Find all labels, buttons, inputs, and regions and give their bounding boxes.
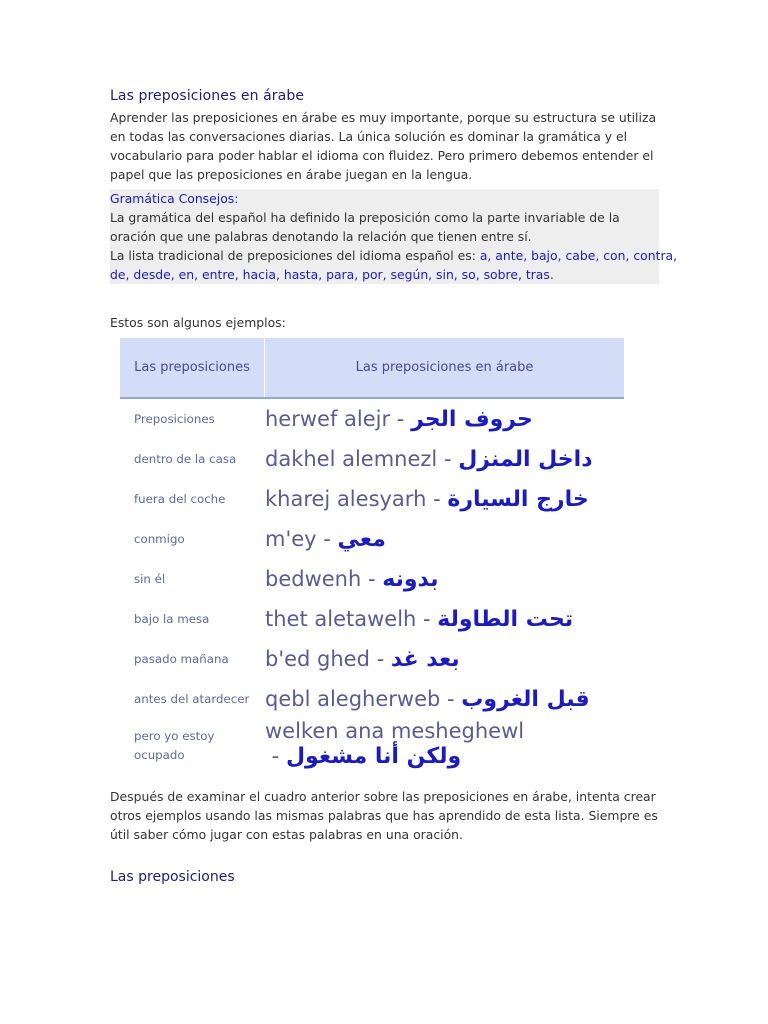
transliteration: dakhel alemnezl xyxy=(265,447,438,471)
after-paragraph: Después de examinar el cuadro anterior sobre las preposiciones en árabe, intenta crear otros ejemplos usando las mismas palabras que has aprendido de esta lista. Siempre es útil saber cómo jugar con estas palabras en una oración. xyxy=(110,789,658,842)
table-header-spanish: Las preposiciones xyxy=(120,338,265,397)
table-row xyxy=(120,519,624,559)
grammar-tips-box xyxy=(110,189,678,284)
table-row xyxy=(120,439,624,479)
table-row xyxy=(120,679,624,719)
transliteration: kharej alesyarh xyxy=(265,487,427,511)
transliteration: m'ey xyxy=(265,527,317,551)
table-row xyxy=(120,719,624,769)
separator: - xyxy=(416,607,438,631)
spanish-phrase: pasado mañana xyxy=(134,651,229,666)
spanish-phrase: bajo la mesa xyxy=(134,611,210,626)
transliteration: b'ed ghed xyxy=(265,647,370,671)
arabic-text: داخل المنزل xyxy=(458,446,593,472)
table-row xyxy=(120,639,624,679)
preposition-list-a: a, ante, bajo, cabe, con, contra, xyxy=(479,248,678,263)
arabic-text: بعد غد xyxy=(390,646,460,672)
table-row xyxy=(120,559,624,599)
arabic-line-2 xyxy=(265,743,524,771)
arabic-text: بدونه xyxy=(382,566,439,592)
arabic-translation xyxy=(265,479,589,519)
spanish-phrase: Preposiciones xyxy=(134,411,215,426)
transliteration: bedwenh xyxy=(265,567,362,591)
preposition-list-b: de, desde, en, entre, hacia, hasta, para, por, según, sin, so, sobre, tras xyxy=(110,267,550,282)
spanish-phrase: antes del atardecer xyxy=(134,691,250,706)
table-row xyxy=(120,399,624,439)
separator: - xyxy=(369,647,391,671)
arabic-text: ولكن أنا مشغول xyxy=(285,744,462,769)
arabic-translation xyxy=(265,399,533,439)
spanish-phrase: sin él xyxy=(134,571,166,586)
table-row xyxy=(120,479,624,519)
separator: - xyxy=(437,447,459,471)
separator: - xyxy=(361,567,383,591)
separator: - xyxy=(390,407,412,431)
arabic-translation xyxy=(265,519,386,559)
tips-list-line xyxy=(110,246,678,265)
separator: - xyxy=(440,687,462,711)
examples-intro: Estos son algunos ejemplos: xyxy=(110,315,286,330)
table-header-arabic: Las preposiciones en árabe xyxy=(355,360,534,375)
arabic-text: معي xyxy=(337,526,386,552)
spanish-phrase: pero yo estoy ocupado xyxy=(134,729,215,762)
arabic-translation xyxy=(265,599,573,639)
arabic-text: تحت الطاولة xyxy=(437,606,574,632)
arabic-text: حروف الجر xyxy=(411,406,533,432)
table-header xyxy=(120,338,624,399)
transliteration: welken ana mesheghewl xyxy=(265,719,525,743)
arabic-translation xyxy=(265,439,593,479)
arabic-text: خارج السيارة xyxy=(447,486,589,512)
separator: - xyxy=(426,487,448,511)
spanish-phrase: fuera del coche xyxy=(134,491,226,506)
intro-paragraph: Aprender las preposiciones en árabe es muy importante, porque su estructura se utiliza en todas las conversaciones diarias. La única solución es dominar la gramática y el vocabulario para poder hablar el idioma con fluidez. Pero primero debemos entender el papel que las preposiciones en árabe juegan en la lengua. xyxy=(110,110,657,182)
page-title: Las preposiciones en árabe xyxy=(110,88,305,104)
tips-period: . xyxy=(549,267,554,282)
arabic-translation xyxy=(265,679,590,719)
tips-definition: La gramática del español ha definido la preposición como la parte invariable de la oración que une palabras denotando la relación que tienen entre sí. xyxy=(110,210,620,244)
arabic-text: قبل الغروب xyxy=(461,686,590,712)
tips-heading: Gramática Consejos: xyxy=(110,191,239,206)
spanish-phrase: dentro de la casa xyxy=(134,451,237,466)
arabic-translation xyxy=(265,559,438,599)
separator: - xyxy=(316,527,338,551)
tips-list-line-2 xyxy=(110,265,659,284)
spanish-phrase: conmigo xyxy=(134,531,185,546)
arabic-translation xyxy=(265,639,460,679)
table-row xyxy=(120,599,624,639)
separator: - xyxy=(265,744,286,768)
arabic-translation xyxy=(265,719,524,771)
transliteration: qebl alegherweb xyxy=(265,687,441,711)
section-subheading: Las preposiciones xyxy=(110,869,235,885)
transliteration: herwef alejr xyxy=(265,407,391,431)
tips-list-prefix: La lista tradicional de preposiciones del idioma español es: xyxy=(110,248,480,263)
transliteration: thet aletawelh xyxy=(265,607,417,631)
